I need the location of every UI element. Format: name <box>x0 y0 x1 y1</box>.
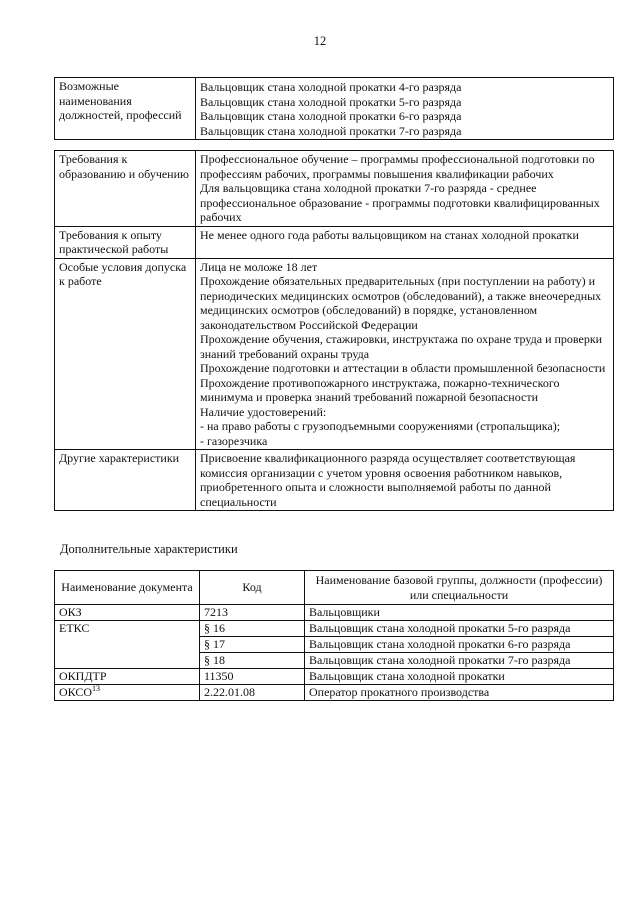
experience-row <box>55 226 614 258</box>
position-item: Вальцовщик стана холодной прокатки 5-го разряда <box>200 94 462 109</box>
header-code: Код <box>200 571 305 605</box>
positions-row <box>55 78 614 140</box>
row-code: § 16 <box>200 621 305 637</box>
other-characteristics-label: Другие характеристики <box>55 450 196 511</box>
positions-values <box>196 78 614 140</box>
positions-table <box>54 77 614 140</box>
row-name: Вальцовщик стана холодной прокатки 5-го разряда <box>305 621 614 637</box>
special-condition-line: Прохождение подготовки и аттестации в области промышленной безопасности <box>200 361 606 375</box>
other-characteristics-row <box>55 450 614 511</box>
table-row <box>55 605 614 621</box>
special-condition-line: Прохождение обучения, стажировки, инструктажа по охране труда и проверки знаний требований охраны труда <box>200 332 603 361</box>
experience-value <box>196 226 614 258</box>
header-document: Наименование документа <box>55 571 200 605</box>
position-item: Вальцовщик стана холодной прокатки 6-го разряда <box>200 109 462 123</box>
special-conditions-row <box>55 258 614 450</box>
table-row <box>55 685 614 701</box>
special-condition-line: Прохождение обязательных предварительных (при поступлении на работу) и периодических медицинских осмотров (обследований), а также внеочередных медицинских осмотров (обследований) в порядке, установленном законодательством Российской Федерации <box>200 274 602 332</box>
education-line: Для вальцовщика стана холодной прокатки 7-го разряда - среднее профессиональное образование - программы подготовки квалифицированных рабочих <box>200 181 600 224</box>
row-document: ЕТКС <box>55 621 200 637</box>
education-value <box>196 151 614 227</box>
table-row <box>55 653 614 669</box>
table-header-row <box>55 571 614 605</box>
experience-label: Требования к опыту практической работы <box>55 226 196 258</box>
row-name: Вальцовщик стана холодной прокатки <box>305 669 614 685</box>
row-document <box>55 685 200 701</box>
additional-characteristics-title: Дополнительные характеристики <box>60 542 238 556</box>
position-item: Вальцовщик стана холодной прокатки 4-го разряда <box>200 80 462 94</box>
special-condition-line: - на право работы с грузоподъемными сооружениями (стропальщика); <box>200 419 561 433</box>
other-characteristics-value <box>196 450 614 511</box>
row-code: 11350 <box>200 669 305 685</box>
additional-characteristics-table <box>54 570 614 701</box>
row-document <box>55 653 200 669</box>
row-code: 7213 <box>200 605 305 621</box>
special-condition-line: Лица не моложе 18 лет <box>200 259 318 274</box>
other-characteristics-line: Присвоение квалификационного разряда осуществляет соответствующая комиссия организации с учетом уровня освоения работником навыков, приобретенного опыта и сложности выполняемой работы по данной специальности <box>200 451 576 509</box>
special-condition-line: Прохождение противопожарного инструктажа, пожарно-технического минимума и проверка знаний требований пожарной безопасности <box>200 375 560 404</box>
special-conditions-label: Особые условия допуска к работе <box>55 258 196 450</box>
table-row <box>55 621 614 637</box>
special-condition-line: - газорезчика <box>200 433 268 448</box>
row-name: Вальцовщики <box>305 605 614 621</box>
row-document <box>55 637 200 653</box>
header-group-name: Наименование базовой группы, должности (профессии) или специальности <box>305 571 614 605</box>
footnote-marker: 13 <box>92 684 101 693</box>
education-label: Требования к образованию и обучению <box>55 151 196 227</box>
row-code: § 18 <box>200 653 305 669</box>
special-conditions-value <box>196 258 614 450</box>
row-document: ОКЗ <box>55 605 200 621</box>
row-name: Вальцовщик стана холодной прокатки 6-го разряда <box>305 637 614 653</box>
education-row <box>55 151 614 227</box>
row-code: § 17 <box>200 637 305 653</box>
page-number: 12 <box>313 34 327 48</box>
row-name: Оператор прокатного производства <box>305 685 614 701</box>
requirements-table <box>54 150 614 511</box>
row-code: 2.22.01.08 <box>200 685 305 701</box>
positions-label: Возможные наименования должностей, профессий <box>55 78 196 140</box>
special-condition-line: Наличие удостоверений: <box>200 404 327 419</box>
row-name: Вальцовщик стана холодной прокатки 7-го разряда <box>305 653 614 669</box>
row-document-text: ОКСО <box>59 685 93 699</box>
table-row <box>55 637 614 653</box>
table-row <box>55 669 614 685</box>
row-document: ОКПДТР <box>55 669 200 685</box>
position-item: Вальцовщик стана холодной прокатки 7-го разряда <box>200 123 462 138</box>
experience-line: Не менее одного года работы вальцовщиком на станах холодной прокатки <box>200 227 579 242</box>
education-line: Профессиональное обучение – программы профессиональной подготовки по профессиям рабочих, программы повышения квалификации рабочих <box>200 152 595 181</box>
